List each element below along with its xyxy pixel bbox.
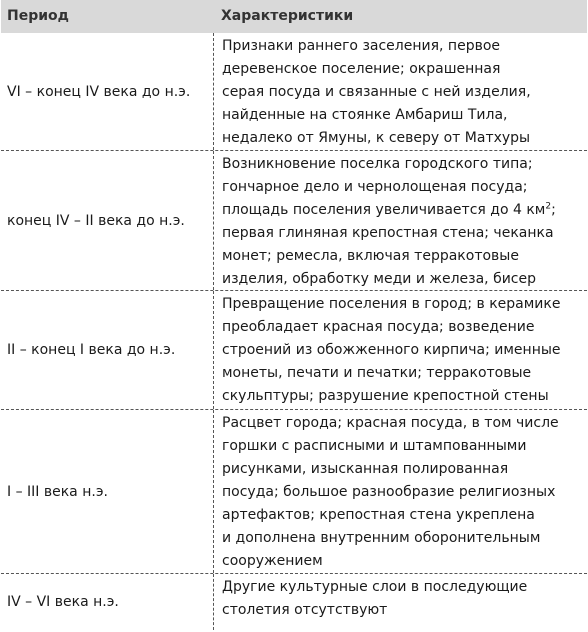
text-line: Превращение поселения в город; в керамике [222,296,561,312]
text-line: найденные на стоянке Амбариш Тила, [222,107,508,123]
text-line: Признаки раннего заселения, первое [222,38,501,54]
table-row [1,574,587,630]
text-line: монеты, печати и печатки; терракотовые [222,365,532,381]
text-line: деревенское поселение; окрашенная [222,61,501,77]
header-period: Период [7,8,69,24]
period-cell: IV – VI века н.э. [7,594,119,610]
text-line: первая глиняная крепостная стена; чеканка [222,225,554,241]
table-row [1,410,587,574]
superscript: 2 [545,201,552,212]
period-cell: VI – конец IV века до н.э. [7,83,191,100]
characteristics-cell [213,151,587,290]
text-line: изделия, обработку меди и железа, бисер [222,271,537,287]
text-line: скульптуры; разрушение крепостной стены [222,388,549,404]
text-line [222,199,585,222]
table-row [1,151,587,291]
header-characteristics: Характеристики [221,8,354,24]
text-line: серая посуда и связанные с ней изделия, [222,84,531,100]
table-header [1,0,587,33]
characteristics-cell [213,33,587,150]
text-line: Расцвет города; красная посуда, в том числе [222,415,559,431]
period-cell: II – конец I века до н.э. [7,342,176,358]
text-segment: ; [551,202,556,218]
text-line: преобладает красная посуда; возведение [222,319,535,335]
text-line: посуда; большое разнообразие религиозных [222,484,556,500]
text-line: монет; ремесла, включая терракотовые [222,248,519,264]
period-cell: I – III века н.э. [7,483,108,500]
text-line: столетия отсутствуют [222,602,388,618]
text-line: и дополнена внутренним оборонительным [222,530,541,546]
periods-table [1,0,587,630]
text-line: Другие культурные слои в последующие [222,579,528,595]
text-line: недалеко от Ямуны, к северу от Матхуры [222,130,531,146]
text-line: горшки с расписными и штампованными [222,438,527,454]
text-line: строений из обожженного кирпича; именные [222,342,561,358]
period-cell: конец IV – II века до н.э. [7,212,185,229]
characteristics-cell [213,291,587,409]
table-row [1,33,587,151]
text-line: рисунками, изысканная полированная [222,461,509,477]
text-line: сооружением [222,553,323,569]
text-line: Возникновение поселка городского типа; [222,156,533,172]
text-line: артефактов; крепостная стена укреплена [222,507,535,523]
characteristics-cell [213,574,587,630]
table-row [1,291,587,410]
characteristics-cell [213,410,587,573]
text-segment: площадь поселения увеличивается до 4 км [222,202,546,218]
text-line: гончарное дело и чернолощеная посуда; [222,179,528,195]
